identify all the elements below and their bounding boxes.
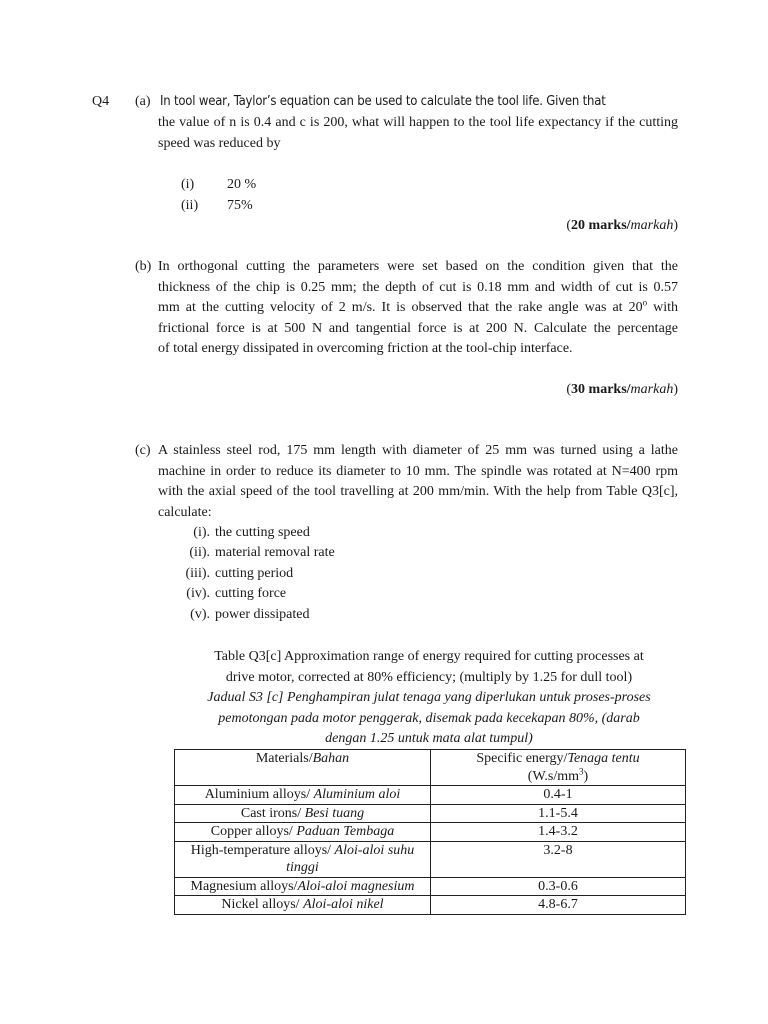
energy-cell: 1.1-5.4 (431, 804, 686, 823)
header-text: Specific energy/ (476, 751, 568, 766)
marks-italic: markah (630, 218, 674, 233)
table-row (175, 841, 686, 877)
part-b-line: thickness of the chip is 0.25 mm; the depth of cut is 0.18 mm and width of cut is 0.57 (158, 279, 678, 295)
part-b-line (158, 298, 678, 319)
table-row (175, 804, 686, 823)
caption-malay: dengan 1.25 untuk mata alat tumpul) (325, 731, 533, 746)
part-b-marks: (30 marks/markah) (566, 382, 678, 397)
material-name: Magnesium alloys/ (190, 878, 298, 894)
table-caption (174, 647, 684, 750)
part-b-text (158, 257, 678, 360)
part-c-item-value: power dissipated (215, 607, 310, 622)
part-b-line: frictional force is at 500 N and tangential force is at 200 N. Calculate the percentage (158, 320, 678, 336)
part-a-marks: (20 marks/markah) (566, 218, 678, 233)
part-c-item-value: cutting force (215, 586, 287, 601)
caption-english: Table Q3[c] Approximation range of energy required for cutting processes at (214, 649, 644, 664)
part-c-item-number: (v). (190, 607, 210, 622)
caption-malay: Jadual S3 [c] Penghampiran julat tenaga yang diperlukan untuk proses-proses (207, 690, 651, 705)
part-c-item-number: (i). (193, 525, 210, 540)
header-text-malay: Bahan (312, 751, 350, 766)
part-b-line-text: with (647, 300, 678, 315)
part-c-item-value: the cutting speed (215, 525, 310, 540)
material-name: High-temperature alloys/ (190, 842, 335, 858)
material-name: Aluminium alloys/ (204, 787, 314, 802)
material-cell (175, 841, 431, 877)
material-name-malay: Aluminium aloi (313, 787, 401, 802)
part-b-label: (b) (135, 259, 152, 274)
energy-cell: 3.2-8 (431, 841, 686, 877)
part-c-item-value: cutting period (215, 566, 294, 581)
table-header-energy (431, 750, 686, 786)
table-row (175, 877, 686, 896)
marks-italic: markah (630, 382, 674, 397)
material-name-malay: Aloi-aloi nikel (303, 897, 384, 912)
energy-cell: 4.8-6.7 (431, 896, 686, 915)
material-name: Cast irons/ (240, 805, 305, 821)
degree-superscript: o (642, 297, 648, 308)
part-a-first-line: In tool wear, Taylor’s equation can be used to calculate the tool life. Given that (160, 94, 606, 109)
part-c-label: (c) (135, 443, 151, 458)
material-name-malay: Paduan Tembaga (296, 824, 395, 839)
table-row (175, 786, 686, 805)
material-cell (175, 823, 431, 842)
part-b-line: of total energy dissipated in overcoming friction at the tool-chip interface. (158, 341, 573, 356)
part-a-item-number: (i) (181, 177, 195, 192)
material-name: Copper alloys/ (210, 824, 297, 839)
marks-bold: 30 marks/ (571, 382, 631, 397)
table-header-materials (175, 750, 431, 786)
table-header-row (175, 750, 686, 786)
header-unit: (W.s/mm (527, 768, 580, 784)
part-c-item-number: (iii). (185, 566, 210, 581)
part-c-item-number: (ii). (189, 545, 210, 560)
material-cell (175, 877, 431, 896)
part-a-text: the value of n is 0.4 and c is 200, what will happen to the tool life expectancy if the cutting speed was reduced by (158, 115, 678, 151)
part-b-line-text: mm at the cutting velocity of 2 m/s. It is observed that the rake angle was at 20 (158, 300, 643, 315)
part-c-text: A stainless steel rod, 175 mm length with diameter of 25 mm was turned using a lathe machine in order to reduce its diameter to 10 mm. The spindle was rotated at N=400 rpm with the axial speed of the tool travelling at 200 mm/min. With the help from Table Q3[c], calculate: (158, 443, 678, 520)
part-a-item-value: 75% (227, 198, 253, 213)
header-text-malay: Tenaga tentu (567, 751, 640, 766)
caption-english: drive motor, corrected at 80% efficiency; (multiply by 1.25 for dull tool) (225, 669, 633, 685)
table-row (175, 896, 686, 915)
material-name-malay: Besi tuang (304, 805, 365, 821)
specific-energy-table (174, 749, 686, 915)
part-a-item-value: 20 % (227, 177, 257, 192)
material-cell (175, 786, 431, 805)
header-unit: ) (583, 768, 589, 784)
material-name-malay: Aloi-aloi magnesium (297, 878, 415, 894)
material-name-malay: Aloi-aloi suhu tinggi (286, 842, 415, 875)
energy-cell: 1.4-3.2 (431, 823, 686, 842)
material-cell (175, 896, 431, 915)
material-cell (175, 804, 431, 823)
part-b-line: In orthogonal cutting the parameters were set based on the condition given that the (158, 259, 678, 274)
header-text: Materials/ (255, 751, 313, 766)
table-row (175, 823, 686, 842)
material-name: Nickel alloys/ (221, 897, 304, 912)
part-a-label: (a) (135, 94, 151, 109)
energy-cell: 0.4-1 (431, 786, 686, 805)
part-a-item-number: (ii) (181, 198, 199, 213)
caption-malay: pemotongan pada motor penggerak, disemak pada kecekapan 80%, (darab (218, 710, 640, 726)
part-c-item-number: (iv). (186, 586, 210, 601)
energy-cell: 0.3-0.6 (431, 877, 686, 896)
marks-bold: 20 marks/ (571, 218, 631, 233)
part-c-item-value: material removal rate (215, 545, 335, 560)
question-number: Q4 (92, 94, 110, 109)
unit-superscript: 3 (579, 765, 584, 776)
